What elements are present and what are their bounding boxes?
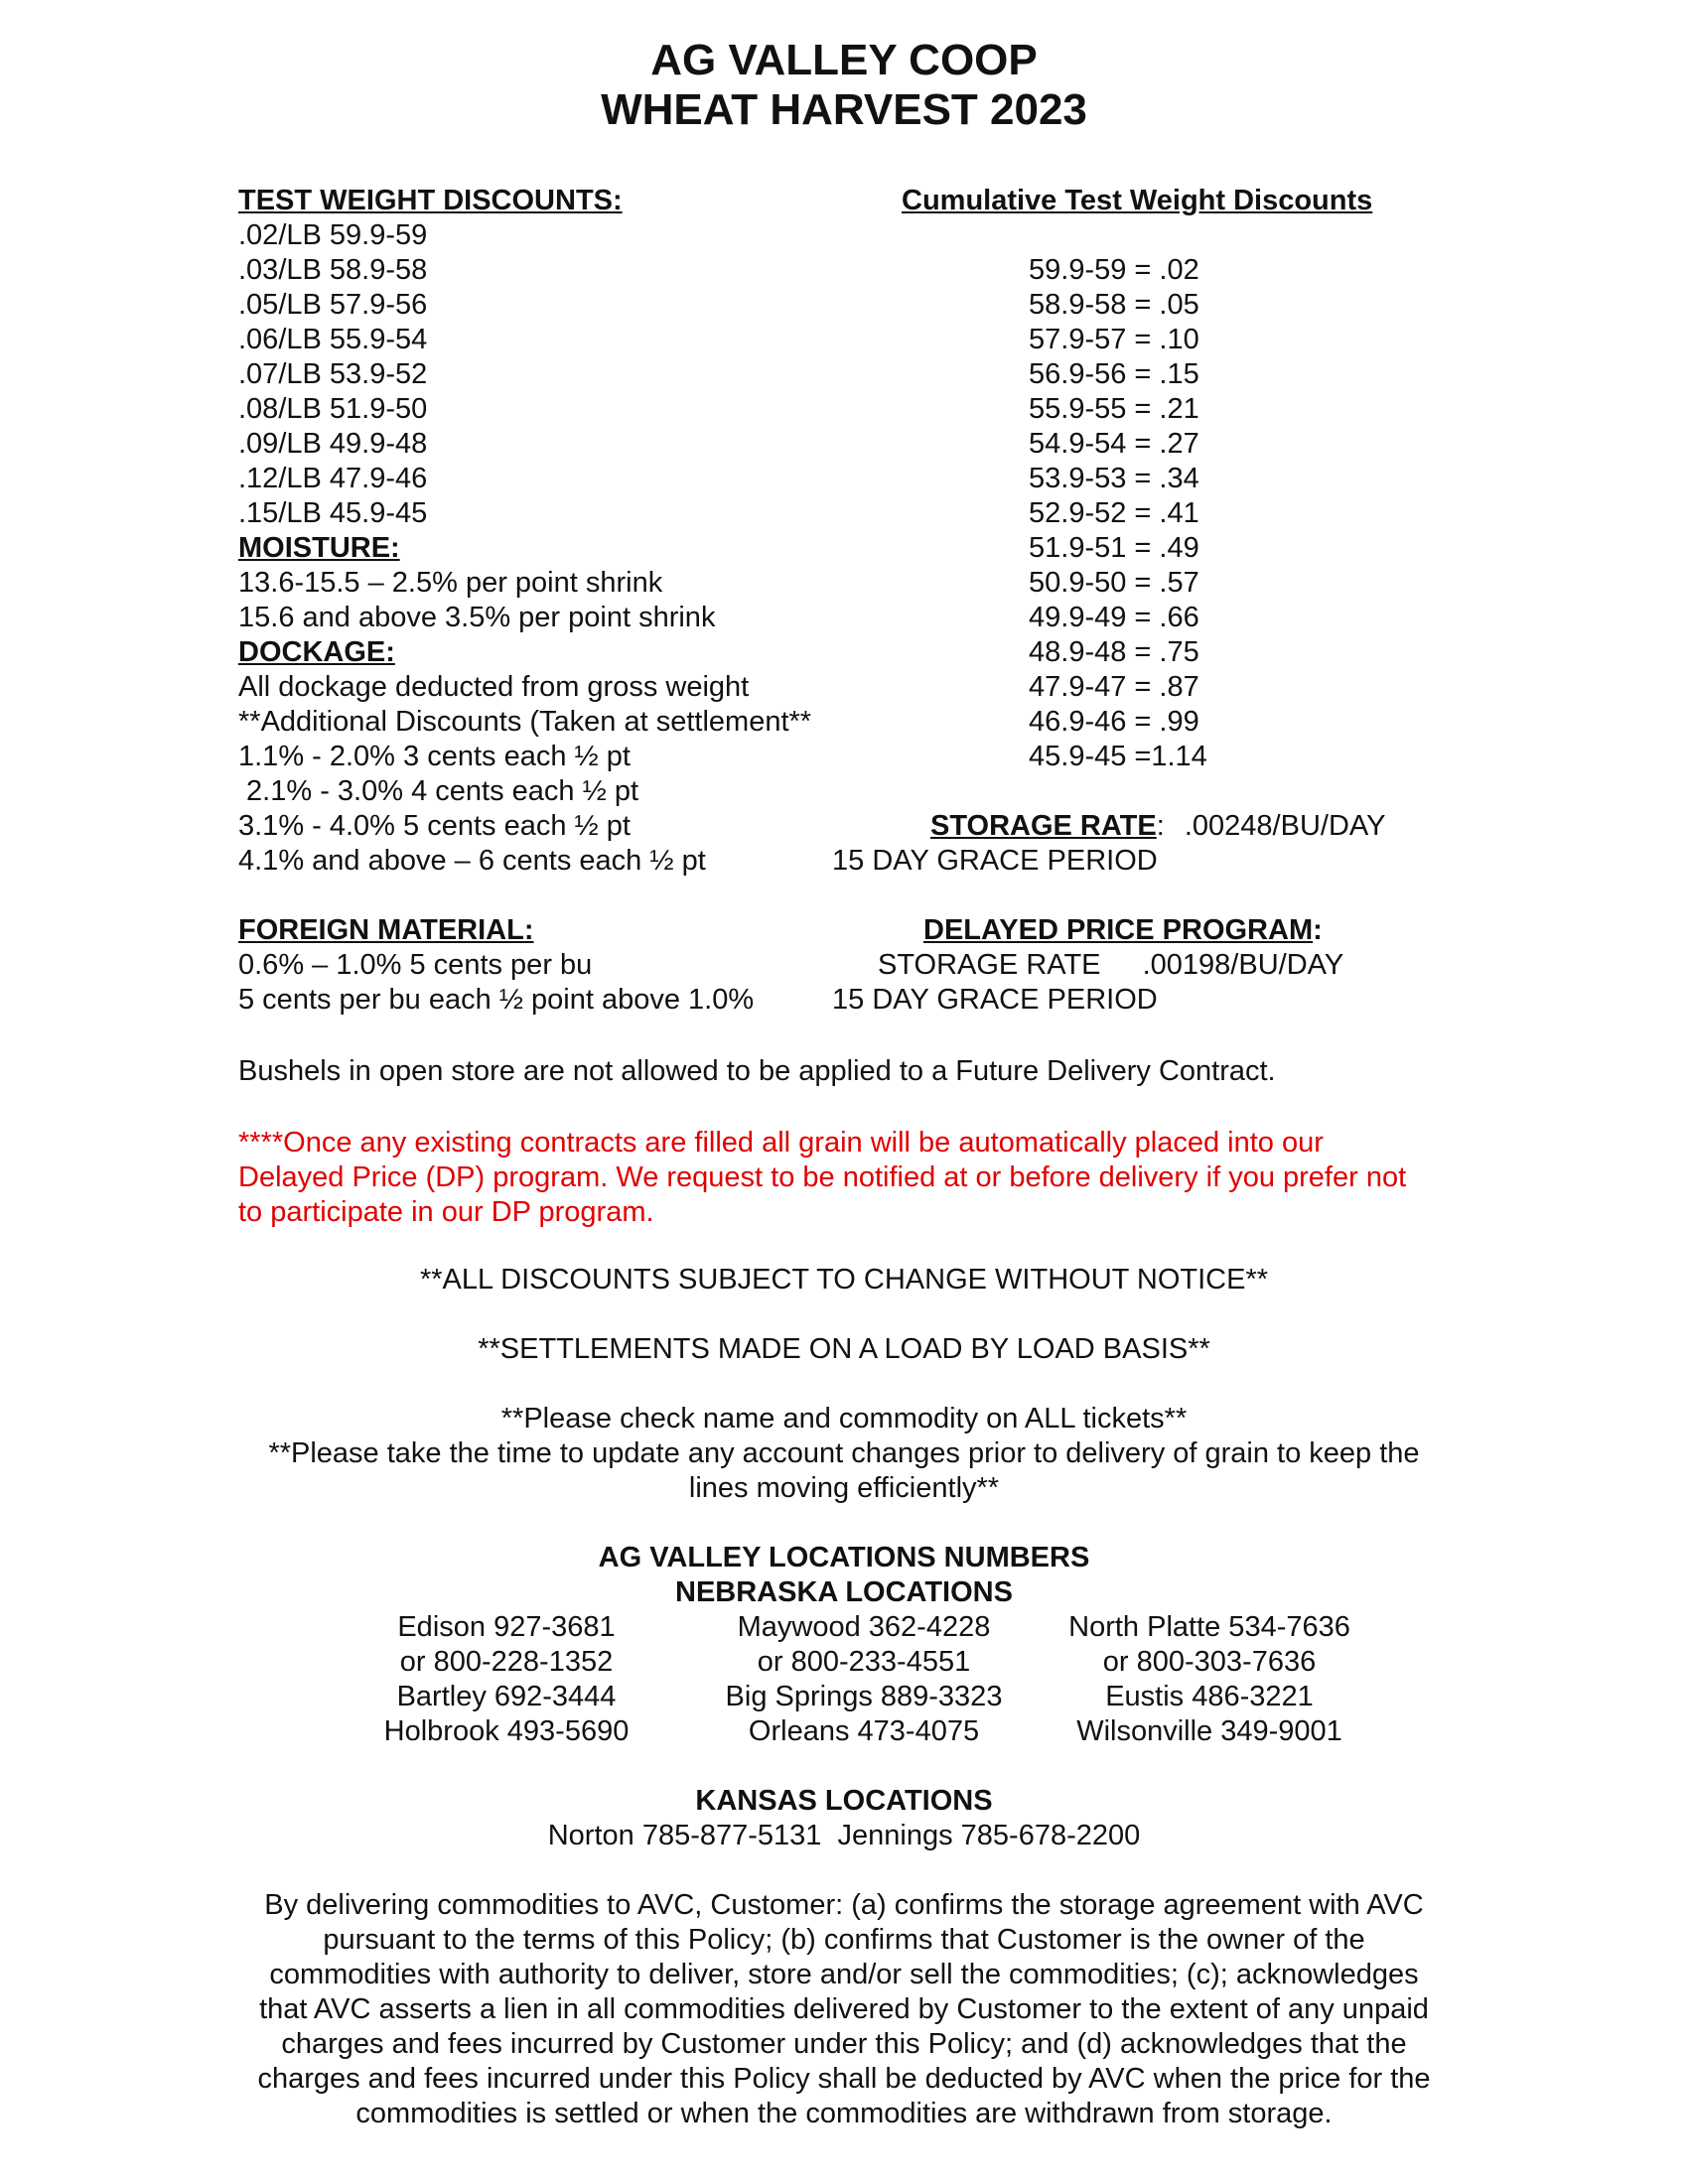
test-weight-item: .05/LB 57.9-56	[238, 289, 428, 321]
storage-rate-colon: :	[1156, 810, 1165, 842]
cumulative-item: 47.9-47 = .87	[1029, 671, 1199, 703]
locations-heading: AG VALLEY LOCATIONS NUMBERS	[598, 1542, 1090, 1573]
test-weight-heading: TEST WEIGHT DISCOUNTS:	[238, 185, 623, 216]
storage-rate-row	[930, 809, 1385, 844]
policy-line: commodities with authority to deliver, store and/or sell the commodities; (c); acknowledges	[269, 1959, 1419, 1990]
delayed-heading-row	[923, 913, 1323, 948]
policy-line: pursuant to the terms of this Policy; (b) confirms that Customer is the owner of the	[323, 1924, 1365, 1956]
cumulative-item: 55.9-55 = .21	[1029, 393, 1199, 425]
dp-notice-line: Delayed Price (DP) program. We request to be notified at or before delivery if you prefer not	[238, 1161, 1407, 1193]
cumulative-item: 59.9-59 = .02	[1029, 254, 1199, 286]
cumulative-item: 48.9-48 = .75	[1029, 636, 1199, 668]
cumulative-item: 52.9-52 = .41	[1029, 497, 1199, 529]
test-weight-item: .09/LB 49.9-48	[238, 428, 428, 460]
dockage-heading: DOCKAGE:	[238, 636, 395, 668]
delayed-grace: 15 DAY GRACE PERIOD	[832, 984, 1158, 1016]
kansas-locations: Norton 785-877-5131 Jennings 785-678-2200	[547, 1820, 1141, 1851]
location-entry: or 800-233-4551	[757, 1646, 971, 1678]
cumulative-item: 56.9-56 = .15	[1029, 358, 1199, 390]
cumulative-item: 54.9-54 = .27	[1029, 428, 1199, 460]
cumulative-item: 51.9-51 = .49	[1029, 532, 1199, 564]
cumulative-heading: Cumulative Test Weight Discounts	[902, 185, 1373, 216]
update-note-line: lines moving efficiently**	[688, 1472, 1000, 1504]
location-entry: Edison 927-3681	[397, 1611, 616, 1643]
delayed-heading-colon: :	[1313, 914, 1323, 946]
storage-rate-value: .00248/BU/DAY	[1184, 810, 1386, 842]
dockage-item: 3.1% - 4.0% 5 cents each ½ pt	[238, 810, 631, 842]
dp-notice-line: ****Once any existing contracts are filled all grain will be automatically placed into our	[238, 1127, 1324, 1159]
policy-line: that AVC asserts a lien in all commodities delivered by Customer to the extent of any unpaid	[259, 1993, 1429, 2025]
delayed-rate-row	[878, 948, 1343, 983]
settlements-note: **SETTLEMENTS MADE ON A LOAD BY LOAD BASIS**	[478, 1333, 1210, 1365]
locations-col-1	[367, 1610, 645, 1749]
dp-notice	[238, 1126, 1406, 1230]
location-entry: Orleans 473-4075	[748, 1715, 980, 1747]
test-weight-item: .06/LB 55.9-54	[238, 324, 428, 355]
dockage-item: 2.1% - 3.0% 4 cents each ½ pt	[238, 775, 639, 807]
check-name-note: **Please check name and commodity on ALL tickets**	[500, 1403, 1188, 1434]
location-entry: or 800-303-7636	[1102, 1646, 1317, 1678]
left-column	[238, 184, 811, 879]
moisture-item: 13.6-15.5 – 2.5% per point shrink	[238, 567, 663, 599]
moisture-item: 15.6 and above 3.5% per point shrink	[238, 602, 716, 633]
test-weight-item: .07/LB 53.9-52	[238, 358, 428, 390]
discounts-change-note: **ALL DISCOUNTS SUBJECT TO CHANGE WITHOUT NOTICE**	[419, 1264, 1269, 1296]
dockage-item: All dockage deducted from gross weight	[238, 671, 750, 703]
location-entry: Wilsonville 349-9001	[1076, 1715, 1342, 1747]
foreign-section	[238, 913, 754, 1018]
test-weight-item: .15/LB 45.9-45	[238, 497, 428, 529]
cumulative-list	[1029, 253, 1207, 774]
kansas-heading: KANSAS LOCATIONS	[695, 1785, 993, 1817]
storage-grace: 15 DAY GRACE PERIOD	[832, 845, 1158, 877]
location-entry: Bartley 692-3444	[396, 1681, 617, 1712]
location-entry: Eustis 486-3221	[1105, 1681, 1314, 1712]
dockage-item: 1.1% - 2.0% 3 cents each ½ pt	[238, 741, 631, 772]
cumulative-item: 50.9-50 = .57	[1029, 567, 1199, 599]
title-line-2: WHEAT HARVEST 2023	[601, 85, 1087, 134]
policy-line: charges and fees incurred by Customer under this Policy; and (d) acknowledges that the	[281, 2028, 1407, 2060]
policy-line: commodities is settled or when the commodities are withdrawn from storage.	[355, 2098, 1333, 2129]
dockage-item: 4.1% and above – 6 cents each ½ pt	[238, 845, 706, 877]
policy-line: charges and fees incurred under this Policy shall be deducted by AVC when the price for the	[257, 2063, 1431, 2095]
delayed-rate-label: STORAGE RATE	[878, 949, 1101, 981]
test-weight-item: .08/LB 51.9-50	[238, 393, 428, 425]
cumulative-item: 58.9-58 = .05	[1029, 289, 1199, 321]
location-entry: or 800-228-1352	[399, 1646, 614, 1678]
cumulative-item: 45.9-45 =1.14	[1029, 741, 1207, 772]
location-entry: Maywood 362-4228	[737, 1611, 991, 1643]
foreign-item: 0.6% – 1.0% 5 cents per bu	[238, 949, 593, 981]
delayed-heading: DELAYED PRICE PROGRAM	[923, 914, 1314, 946]
location-entry: North Platte 534-7636	[1068, 1611, 1350, 1643]
foreign-heading: FOREIGN MATERIAL:	[238, 914, 534, 946]
delayed-rate-value: .00198/BU/DAY	[1142, 949, 1344, 981]
location-entry: Big Springs 889-3323	[725, 1681, 1003, 1712]
test-weight-item: .12/LB 47.9-46	[238, 463, 428, 494]
policy-line: By delivering commodities to AVC, Customer: (a) confirms the storage agreement with AVC	[264, 1889, 1424, 1921]
test-weight-item: .03/LB 58.9-58	[238, 254, 428, 286]
test-weight-item: .02/LB 59.9-59	[238, 219, 428, 251]
cumulative-item: 49.9-49 = .66	[1029, 602, 1199, 633]
nebraska-heading: NEBRASKA LOCATIONS	[675, 1576, 1013, 1608]
storage-rate-label: STORAGE RATE	[930, 810, 1157, 842]
dp-notice-line: to participate in our DP program.	[238, 1196, 654, 1228]
cumulative-item: 46.9-46 = .99	[1029, 706, 1199, 738]
foreign-item: 5 cents per bu each ½ point above 1.0%	[238, 984, 755, 1016]
cumulative-item: 53.9-53 = .34	[1029, 463, 1199, 494]
locations-col-2	[695, 1610, 1033, 1749]
locations-col-3	[1051, 1610, 1368, 1749]
moisture-heading: MOISTURE:	[238, 532, 400, 564]
open-store-note: Bushels in open store are not allowed to be applied to a Future Delivery Contract.	[238, 1055, 1276, 1087]
dockage-item: **Additional Discounts (Taken at settlement**	[238, 706, 812, 738]
update-note-line: **Please take the time to update any account changes prior to delivery of grain to keep the	[268, 1437, 1420, 1469]
location-entry: Holbrook 493-5690	[383, 1715, 630, 1747]
cumulative-item: 57.9-57 = .10	[1029, 324, 1199, 355]
title-line-1: AG VALLEY COOP	[650, 36, 1038, 84]
